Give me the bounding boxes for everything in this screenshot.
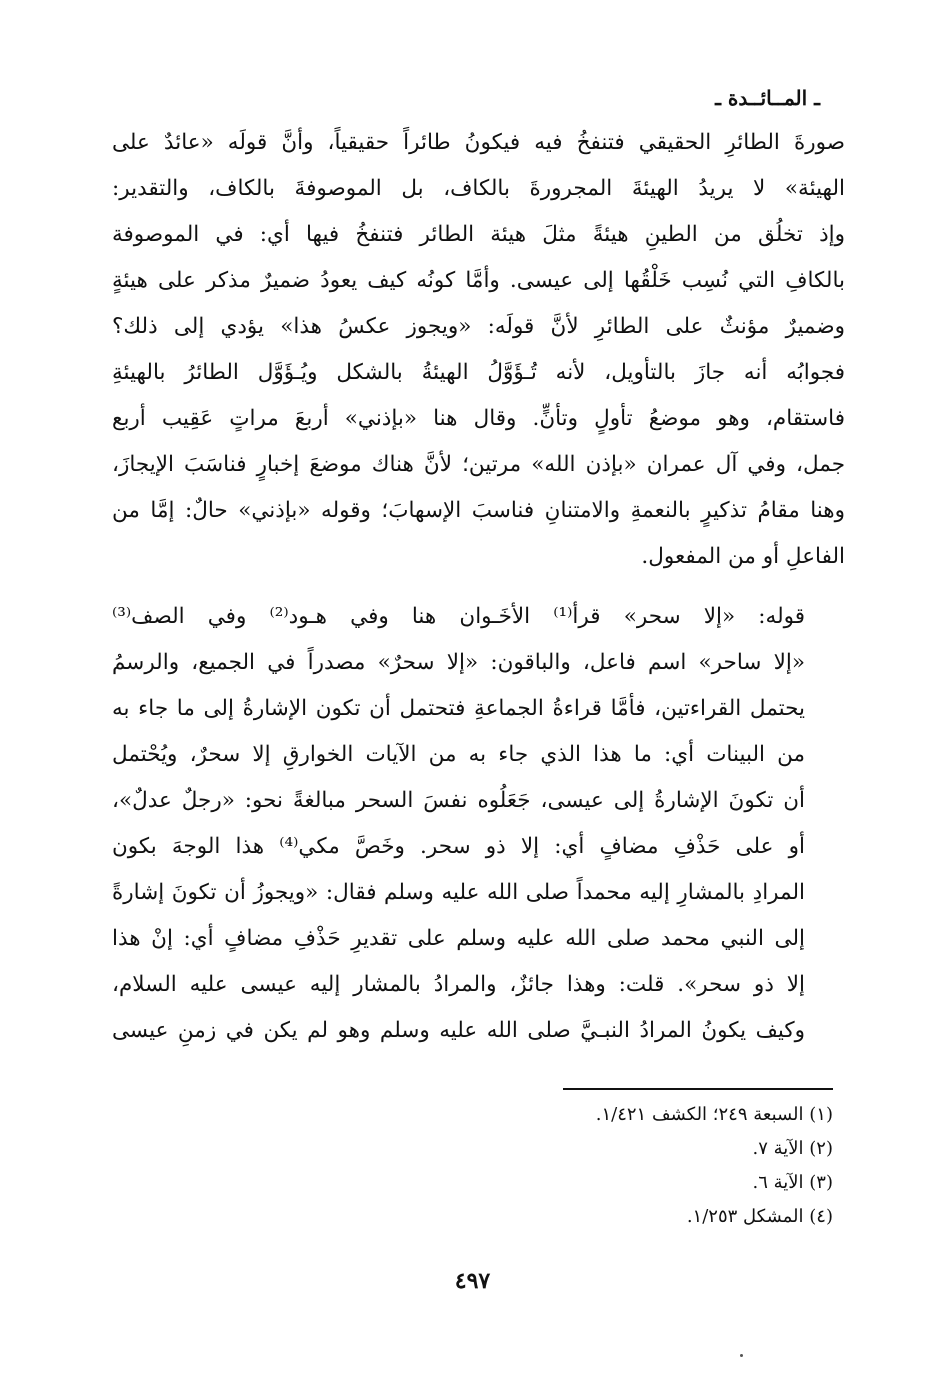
text-line: يحتمل القراءتين، فأمَّا قراءةُ الجماعةِ فتحتمل أن تكون الإشارةُ إلى ما جاء به [112,696,805,721]
running-head: ـ المــائــدة ـ [715,86,820,110]
footnote-divider [563,1088,833,1090]
footnotes [100,1098,833,1234]
text-line: وكيف يكونُ المرادُ النبـيَّ صلى الله عليه وسلم وهو لم يكن في زمنِ عيسى [112,1018,805,1043]
footnote-3: (٣) الآية ٦. [752,1172,833,1193]
text-line: جمل، وفي آل عمران «بإذن الله» مرتين؛ لأنَّ هناك موضعَ إخبارٍ فناسَبَ الإيجازَ، [112,452,845,477]
footnote-4: (٤) المشكل ١/٢٥٣. [686,1206,833,1227]
paragraph-1 [112,120,845,580]
text-line: وإذ تخلُق من الطينِ هيئةً مثلَ هيئة الطائر فتنفخُ فيها أي: في الموصوفة [112,222,845,247]
main-text [112,120,845,1054]
text-line: وهنا مقامُ تذكيرٍ بالنعمةِ والامتنانِ فناسبَ الإسهابَ؛ وقوله «بإذني» حالٌ: إمَّا من [112,498,845,523]
text-line: أو على حَذْفِ مضافٍ أي: إلا ذو سحر. وخَصَّ مكي⁽⁴⁾ هذا الوجهَ بكون [112,834,805,859]
text-line: الهيئة» لا يريدُ الهيئةَ المجرورةَ بالكاف، بل الموصوفةَ بالكاف، والتقدير: [112,176,845,201]
text-line: إلى النبي محمد صلى الله عليه وسلم على تقديرِ حَذْفِ مضافٍ أي: إنْ هذا [112,926,805,951]
text-line: من البينات أي: ما هذا الذي جاء به من الآيات الخوارقِ إلا سحرٌ، ويُحْتمل [112,742,805,767]
text-line: قوله: «إلا سحر» قرأ⁽¹⁾ الأخَـوان هنا وفي هـود⁽²⁾ وفي الصف⁽³⁾ [112,604,806,629]
text-line: وضميرٌ مؤنثٌ على الطائرِ لأنَّ قولَه: «ويجوز عكسُ هذا» يؤدي إلى ذلك؟ [112,314,845,339]
footnote-1: (١) السبعة ٢٤٩؛ الكشف ١/٤٢١. [595,1104,833,1125]
text-line: إلا ذو سحر». قلت: وهذا جائزٌ، والمرادُ بالمشار إليه عيسى عليه السلام، [112,972,805,997]
text-line: فجوابُه أنه جازَ بالتأويل، لأنه تُـؤَوَّلُ الهيئةُ بالشكل ويُـؤَوَّل الطائرُ بالهيئةِ [112,360,845,385]
text-line: الفاعلِ أو من المفعول. [641,544,845,569]
paragraph-2 [112,594,845,1054]
text-line: فاستقام، وهو موضعُ تأولٍ وتأنٍّ. وقال هنا «بإذني» أربعَ مراتٍ عَقِيب أربع [112,406,845,431]
scan-speck [740,1354,743,1357]
text-line: أن تكونَ الإشارةُ إلى عيسى، جَعَلُوه نفسَ السحر مبالغةً نحو: «رجلٌ عدلٌ»، [112,788,805,813]
text-line: صورةَ الطائرِ الحقيقي فتنفخُ فيه فيكونُ طائراً حقيقياً، وأنَّ قولَه «عائدٌ على [112,130,845,155]
text-line: «إلا ساحر» اسم فاعل، والباقون: «إلا سحرٌ» مصدراً في الجميع، والرسمُ [112,650,805,675]
page-number: ٤٩٧ [454,1268,491,1294]
footnote-2: (٢) الآية ٧. [752,1138,833,1159]
text-line: المرادِ بالمشارِ إليه محمداً صلى الله عليه وسلم فقال: «ويجوزُ أن تكونَ إشارةً [112,880,805,905]
text-line: بالكافِ التي نُسِب خَلْقُها إلى عيسى. وأمَّا كونُه كيف يعودُ ضميرٌ مذكر على هيئةٍ [112,268,845,293]
